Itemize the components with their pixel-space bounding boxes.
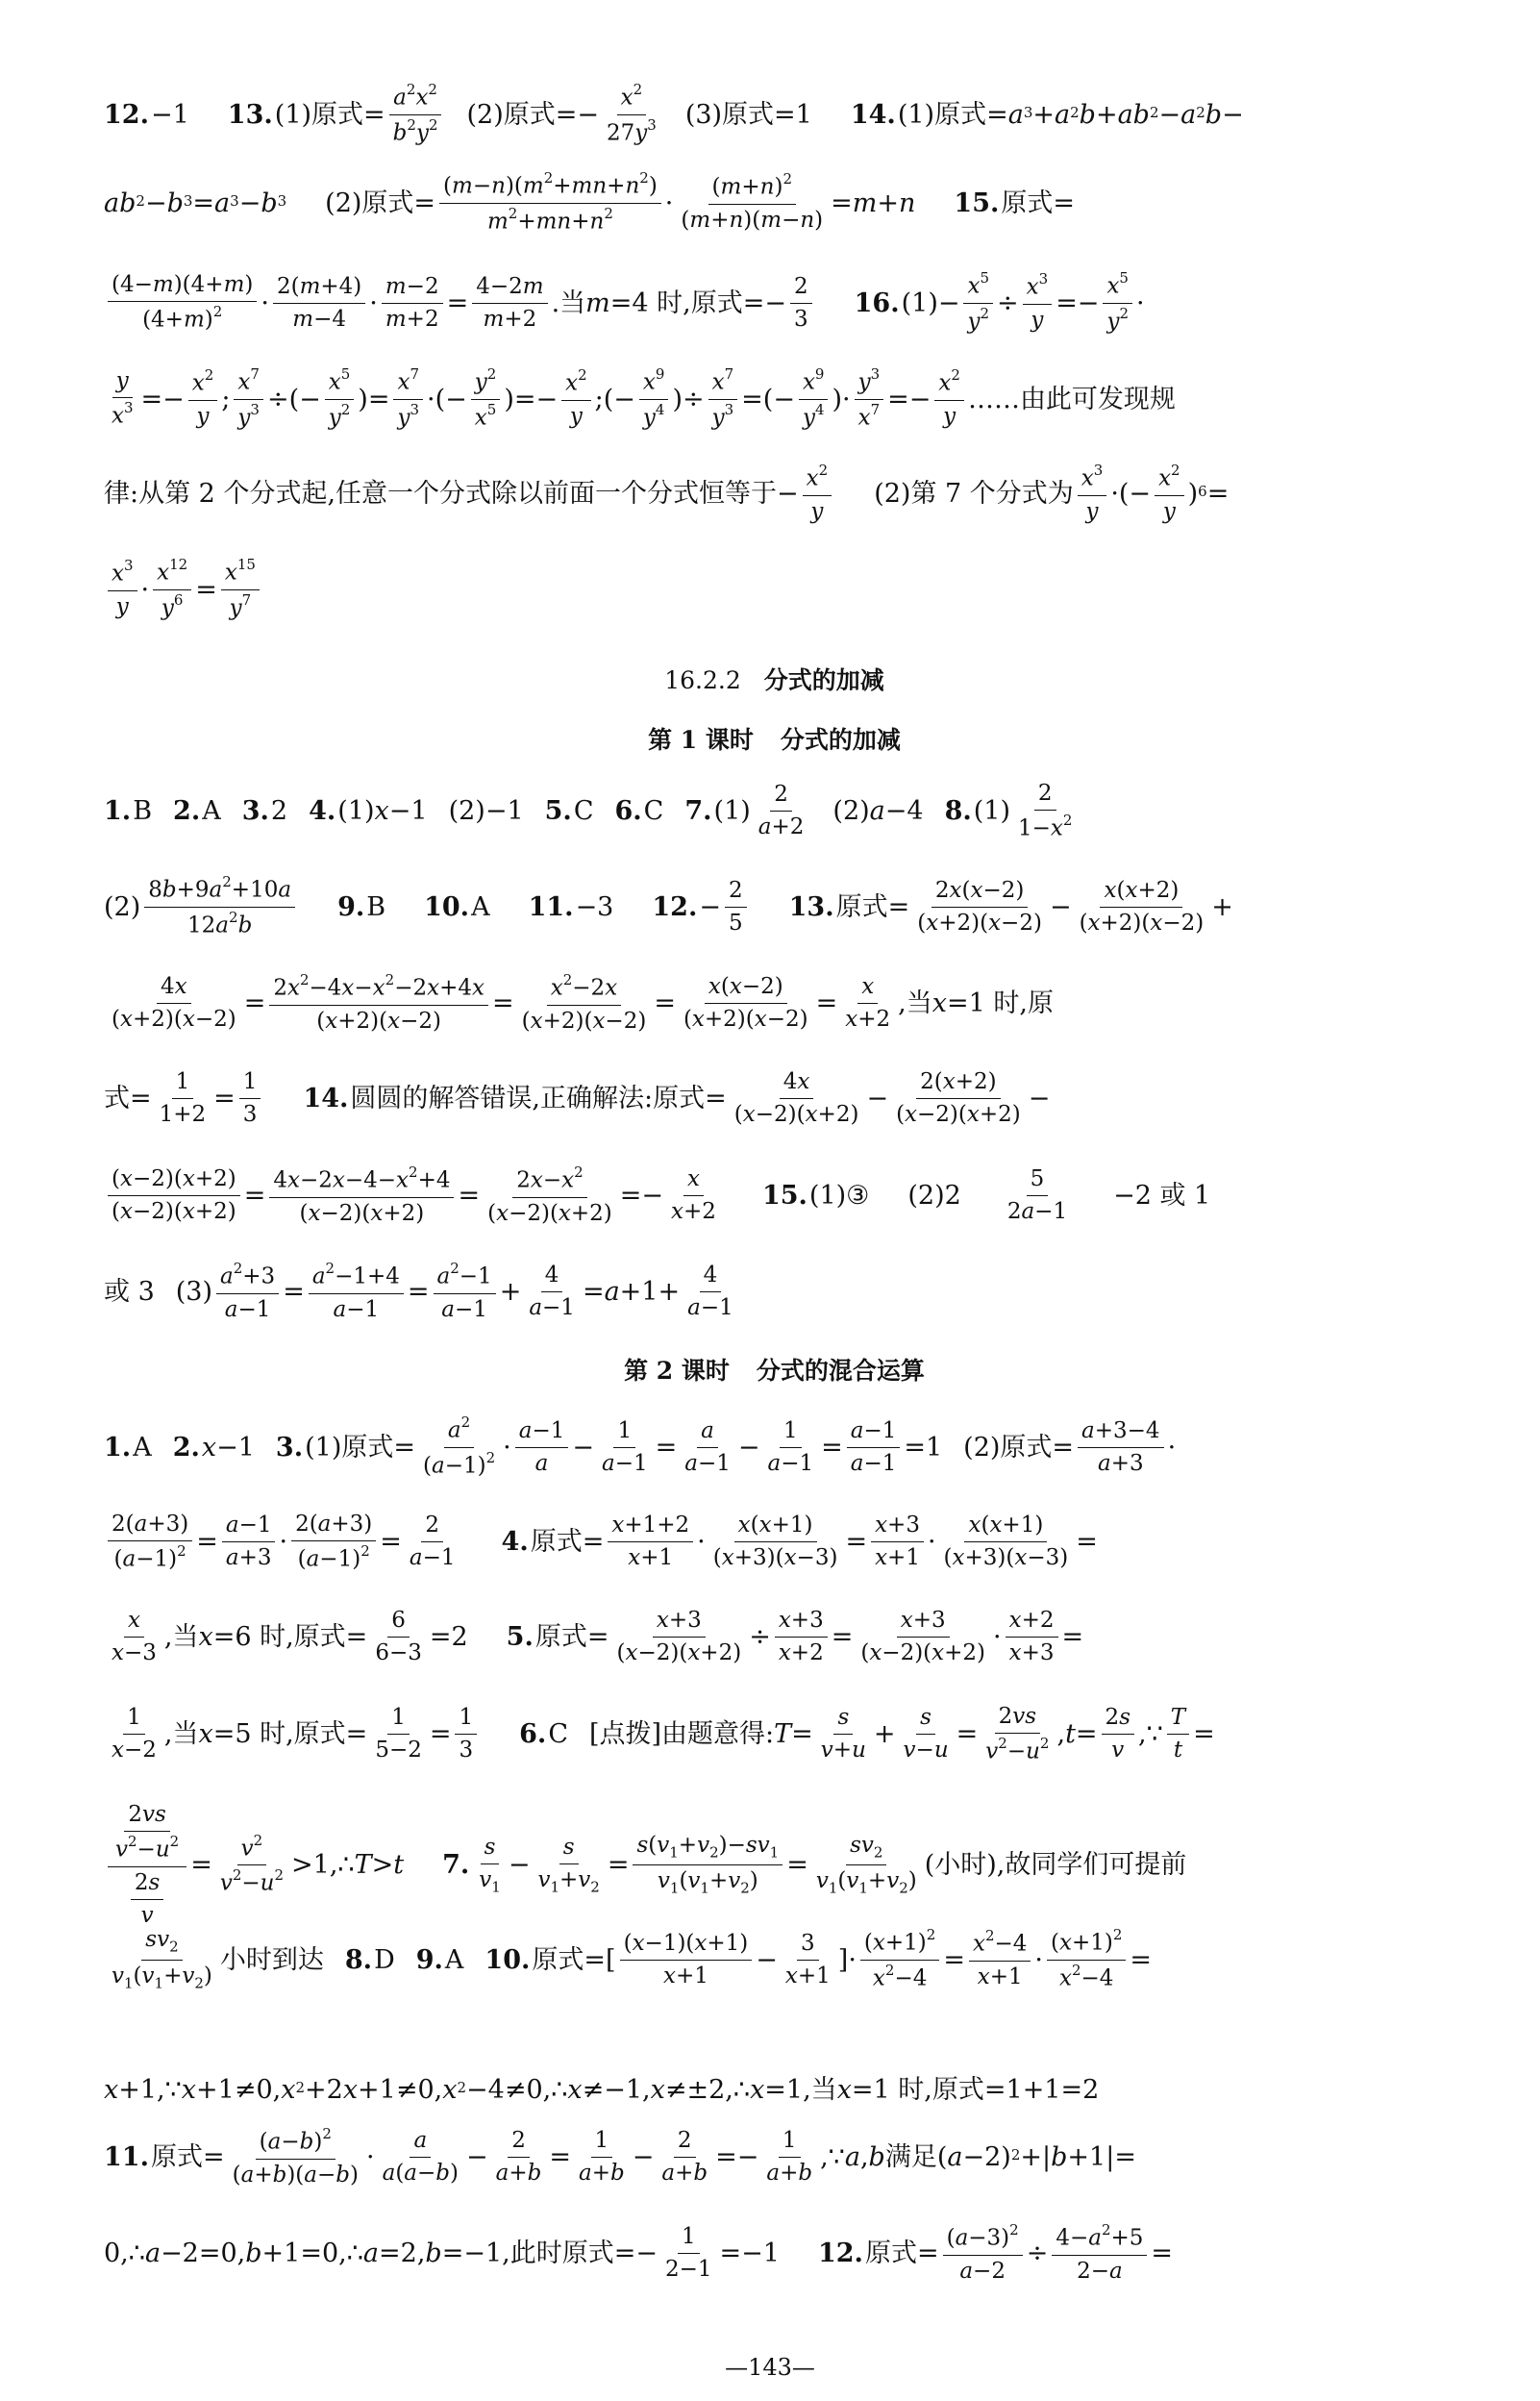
section-name: 分式的加减 — [763, 666, 884, 694]
section-number: 16.2.2 — [664, 666, 741, 694]
q14-text: 圆圆的解答错误,正确解法:原式 — [350, 1084, 706, 1113]
line-14: 2(a+3) $(a-1)^2$ = a−1 a+3 · 2(a+3) $(a-1)^2$ = 2 a−1 4. 原式= x+1+2 x+1 · x(x+1) (x+3)(x−3) = x+3 x+1 · x(x+1) (x+3)(x−3) = — [104, 1513, 1098, 1571]
line-19: x +1,∵ x +1≠0, x $^2$ +2 x +1≠0, x $^2$ −4≠0,∴ x ≠−1, x ≠±2,∴ x =1,当 x =1 时,原式=1+1=2 — [104, 2075, 1100, 2105]
q16-rule-text: 律:从第 2 个分式起,任意一个分式除以前面一个分式恒等于 — [104, 479, 778, 510]
line-13: 1. A 2. x −1 3. (1)原式= $a^2$ $(a-1)^2$ · a−1 a − 1 a−1 = a a−1 − 1 a−1 = a−1 a−1 =1 (2)原式= a+3−4 a+3 · — [104, 1413, 1177, 1479]
line-15: x x−3 ,当 x =6 时,原式= 6 6−3 =2 5. 原式= x+3 (x−2)(x+2) ÷ x+3 x+2 = x+3 (x−2)(x+2) · x+2 x+3 = — [112, 1608, 1084, 1665]
line-1: 12. −1 13. (1)原式= $a^2x^2$ $b^2y^2$ (2)原式=− $x^2$ $27y^3$ (3)原式=1 14. (1)原式= a $^3$ + a $^2$ b + ab $^2$ − a $^2$ b − — [104, 81, 1244, 146]
line-6: $x^3$ y · $x^{12}$ $y^6$ = $x^{15}$ $y^7$ — [104, 560, 263, 619]
line-20: 11. 原式= $(a-b)^2$ (a+b)(a−b) · a a(a−b) − 2 a+b = 1 a+b − 2 a+b =− 1 a+b ,∵ a , b 满足 ( a −2) $^2$ +| b +1|= — [104, 2125, 1136, 2188]
line-18: $sv_2$ $v_1(v_1+v_2)$ 小时到达 8. D 9. A 10. 原式=[ (x−1)(x+1) x+1 − 3 x+1 ]· $(x+1)^2$ $x^2-4$ = $x^2-4$ x+1 · $(x+1)^2$ $x^2-4$ = — [112, 1925, 1153, 1992]
q11-thus-text: 此时原式 — [509, 2238, 614, 2269]
line-11: (x−2)(x+2) (x−2)(x+2) = $4x-2x-4-x^2+4$ (x−2)(x+2) = $2x-x^2$ (x−2)(x+2) =− x x+2 15. (1)③ (2)2 5 2a−1 −2 或 1 — [104, 1167, 1210, 1225]
line-5: 律:从第 2 个分式起,任意一个分式除以前面一个分式恒等于 − $x^2$ y (2) 第 7 个分式为 $x^3$ y ·(− $x^2$ y ) $^6$ = — [104, 462, 1230, 524]
lesson-2-name: 分式的混合运算 — [756, 1357, 925, 1385]
q16-seventh-text: 第 7 个分式为 — [910, 479, 1074, 510]
lesson-2-label: 第 2 课时 — [624, 1357, 730, 1385]
lesson-1-name: 分式的加减 — [780, 726, 901, 754]
line-2: ab $^2$ − b $^3$ = a $^3$ − b $^3$ (2)原式= $(m-n)(m^2+mn+n^2)$ $m^2+mn+n^2$ · $(m+n)^2$ (m+n)(m−n) = m + n 15. 原式= — [104, 169, 1076, 235]
lesson-1-title — [104, 721, 1445, 756]
lesson-1-label: 第 1 课时 — [648, 726, 754, 754]
line-8: (2) $8b+9a^2+10a$ $12a^2b$ 9. B 10. A 11. −3 12. − 2 5 13. 原式= 2x(x−2) (x+2)(x−2) − x(x+2) (x+2)(x−2) + — [104, 873, 1233, 938]
line-16: 1 x−2 ,当 x =5 时,原式= 1 5−2 = 1 3 6. C [点拨]由题意得: T = s v+u + s v−u = 2vs $v^2-u^2$ , t = 2s v ,∵ T t = — [112, 1704, 1215, 1764]
q16-discover-text: ……由此可发现规 — [967, 384, 1176, 414]
line-12: 或 3 (3) $a^2+3$ a−1 = $a^2-1+4$ a−1 = $a^2-1$ a−1 + 4 a−1 = a +1+ 4 a−1 — [104, 1260, 733, 1322]
q11-condition-text: 满足 — [884, 2142, 937, 2173]
lesson-2-title — [104, 1352, 1445, 1387]
q7-hours-text: (小时),故同学们可提前 — [924, 1850, 1187, 1881]
page-number: —143— — [725, 2354, 815, 2381]
q6-hint-text: [点拨]由题意得: — [588, 1719, 775, 1750]
q7-arrive-text: 小时到达 — [219, 1944, 324, 1975]
line-21: 0,∴ a −2=0, b +1=0,∴ a =2, b =−1, 此时原式 =− 1 2−1 =−1 12. 原式= $(a-3)^2$ a−2 ÷ $4-a^2+5$ 2−a = — [104, 2221, 1174, 2284]
line-10: 式= 1 1+2 = 1 3 14. 圆圆的解答错误,正确解法:原式 = 4x (x−2)(x+2) − 2(x+2) (x−2)(x+2) − — [104, 1069, 1051, 1127]
line-3: (4−m)(4+m) $(4+m)^2$ · 2(m+4) m−4 · m−2 m+2 = 4−2m m+2 .当 m =4 时,原式=− 2 3 16. (1)− $x^5$ $y^2$ ÷ $x^3$ y =− $x^5$ $y^2$ · — [104, 273, 1145, 333]
line-17: $\frac{2vs}{v^2-u^2}$ $\frac{2s}{v}$ = $v^2$ $v^2-u^2$ >1,∴ T > t 7. s $v_1$ − s $v_1+v_2$ = $s(v_1+v_2)-sv_1$ $v_1(v_1+v_2)$ = $sv_2$ $v_1(v_1+v_2)$ (小时),故同学们可提前 — [104, 1804, 1186, 1927]
line-7: 1. B 2. A 3. 2 4. (1) x −1 (2)−1 5. C 6. C 7. (1) 2 a+2 (2) a −4 8. (1) 2 $1-x^2$ — [104, 781, 1073, 841]
q15-or-text: 或 3 — [104, 1277, 155, 1308]
line-4: y $x^3$ =− $x^2$ y ; $x^7$ $y^3$ ÷(− $x^5$ $y^2$ )= $x^7$ $y^3$ ·(− $y^2$ $x^5$ )=− $x^2$ y ;(− $x^9$ $y^4$ )÷ $x^7$ $y^3$ =(− $x^9$ $y^4$ )· $y^3$ $x^7$ =− $x^2$ y ……由此可发现规 — [112, 365, 1176, 431]
line-9: 4x (x+2)(x−2) = $2x^2-4x-x^2-2x+4x$ (x+2)(x−2) = $x^2-2x$ (x+2)(x−2) = x(x−2) (x+2)(x−2) = x x+2 ,当 x =1 时,原 — [112, 971, 1054, 1034]
section-title — [104, 662, 1445, 696]
